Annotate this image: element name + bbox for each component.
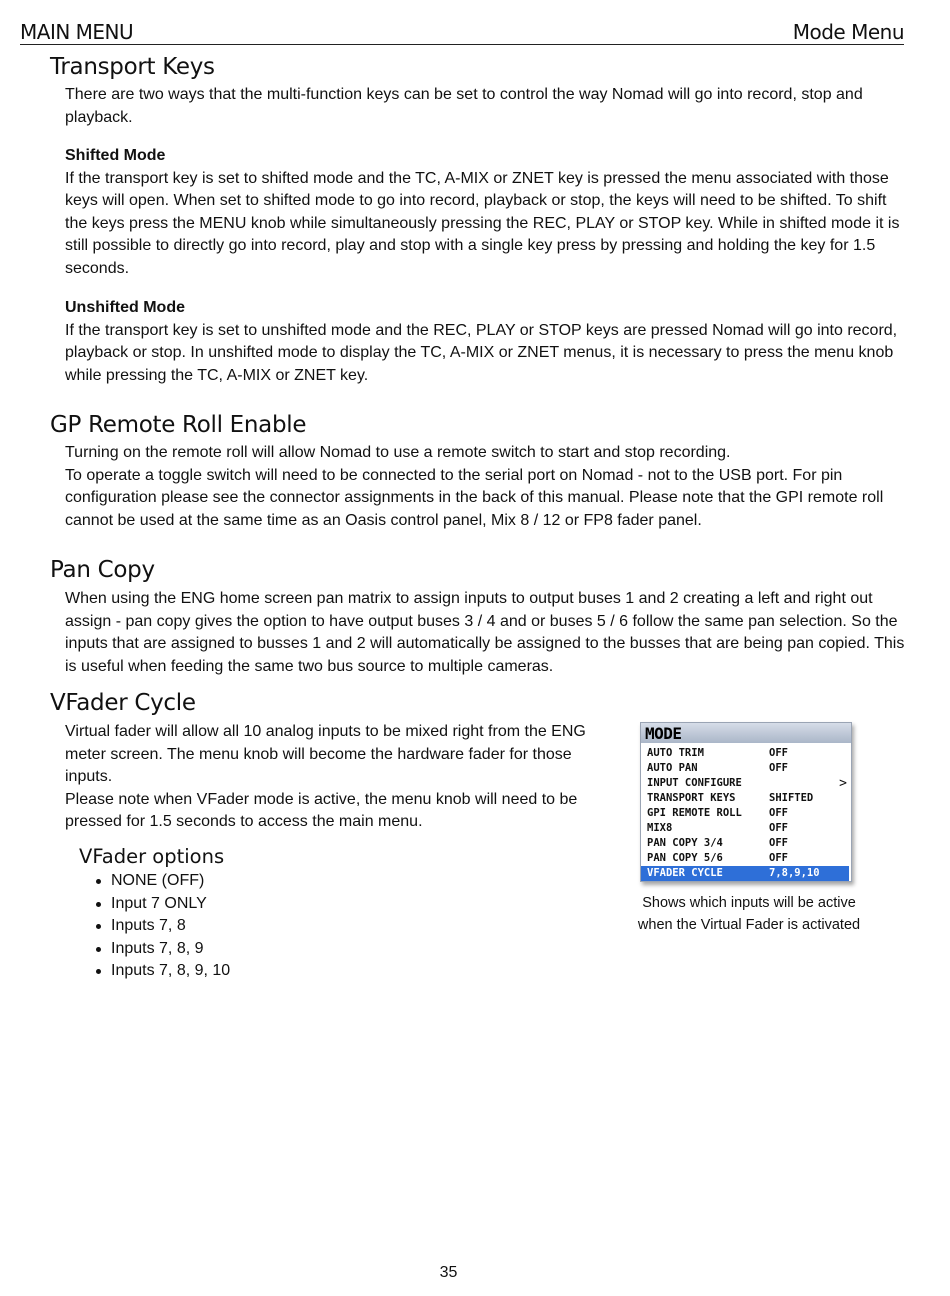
transport-keys-heading: Transport Keys [50,54,215,80]
mode-row-value: OFF [769,837,788,849]
shifted-mode-section [65,145,905,281]
mode-row-mix8 [641,821,849,836]
vfader-options-list [93,870,230,983]
mode-row-label: VFADER CYCLE [647,867,723,879]
pan-copy-text: When using the ENG home screen pan matrix to assign inputs to output buses 1 and 2 creating a left and right out assign - pan copy gives the option to have output buses 3 / 4 and or buses 5 / 6 follow the same pan selection. So the inputs that are assigned to busses 1 and 2 will automatically be assigned to the busses that are being pan copied. This is useful when feeding the same two bus source to multiple cameras. [65,590,905,675]
mode-row-value: OFF [769,807,788,819]
unshifted-mode-text: If the transport key is set to unshifted mode and the REC, PLAY or STOP keys are pressed Nomad will go into record, playback or stop. In unshifted mode to display the TC, A-MIX or ZNET menus, it is necessary to press the menu knob while pressing the TC, A-MIX or ZNET key. [65,321,898,384]
mode-row-value: 7,8,9,10 [769,867,820,879]
mode-row-label: PAN COPY 5/6 [647,852,723,864]
mode-row-label: MIX8 [647,822,673,834]
vfader-line1: Virtual fader will allow all 10 analog inputs to be mixed right from the ENG meter screen. The menu knob will become the hardware fader for those inputs. [65,723,586,786]
shifted-mode-text: If the transport key is set to shifted mode and the TC, A-MIX or ZNET key is pressed the menu associated with those keys will open. When set to shifted mode to go into record, playback or stop, the keys will need to be shifted. To shift the keys press the MENU knob while simultaneously pressing the REC, PLAY or STOP key. While in shifted mode it is still possible to directly go into record, play and stop with a single key press by pressing and holding the key for 1.5 seconds. [65,169,900,277]
mode-row-label: AUTO TRIM [647,747,704,759]
list-item: Input 7 ONLY [93,893,230,916]
mode-row-gpi-remote-roll [641,806,849,821]
mode-row-pan-copy-34 [641,836,849,851]
mode-row-value: OFF [769,747,788,759]
unshifted-mode-section [65,297,905,387]
unshifted-mode-heading: Unshifted Mode [65,299,185,316]
mode-row-label: GPI REMOTE ROLL [647,807,742,819]
mode-menu-screenshot [640,722,852,882]
mode-row-value: SHIFTED [769,792,814,804]
list-item: Inputs 7, 8, 9, 10 [93,960,230,983]
gp-remote-section [65,442,905,532]
mode-row-pan-copy-56 [641,851,849,866]
vfader-section [65,721,613,834]
header-page-title: Mode Menu [792,20,904,44]
mode-row-value: OFF [769,822,788,834]
mode-row-value: OFF [769,762,788,774]
mode-row-label: PAN COPY 3/4 [647,837,723,849]
mode-screen-title: MODE [641,723,851,743]
figure-caption [615,892,883,936]
caption-line1: Shows which inputs will be active [642,895,856,911]
vfader-options-heading: VFader options [79,845,225,868]
mode-row-value: OFF [769,852,788,864]
chevron-right-icon: > [839,776,847,791]
vfader-heading: VFader Cycle [50,690,196,716]
caption-line2: when the Virtual Fader is activated [637,917,861,933]
transport-keys-section [65,84,905,129]
pan-copy-section [65,588,910,678]
page-number: 35 [439,1264,458,1281]
mode-screen-rows [641,743,851,881]
transport-intro: There are two ways that the multi-function keys can be set to control the way Nomad will go into record, stop and playback. [65,86,863,126]
vfader-line2: Please note when VFader mode is active, the menu knob will need to be pressed for 1.5 seconds to access the main menu. [65,790,578,831]
mode-row-label: INPUT CONFIGURE [647,777,742,789]
header-section-title: MAIN MENU [20,20,134,44]
shifted-mode-heading: Shifted Mode [65,147,166,164]
list-item: NONE (OFF) [93,870,230,893]
gp-remote-line2: To operate a toggle switch will need to be connected to the serial port on Nomad - not to the USB port. For pin configuration please see the connector assignments in the back of this manual. Please note that the GPI remote roll cannot be used at the same time as an Oasis control panel, Mix 8 / 12 or FP8 fader panel. [65,466,884,529]
gp-remote-line1: Turning on the remote roll will allow Nomad to use a remote switch to start and stop recording. [65,444,731,461]
pan-copy-heading: Pan Copy [50,557,155,583]
mode-row-auto-pan [641,761,849,776]
mode-row-label: TRANSPORT KEYS [647,792,736,804]
mode-row-label: AUTO PAN [647,762,698,774]
list-item: Inputs 7, 8 [93,915,230,938]
mode-row-input-configure [641,776,849,791]
list-item: Inputs 7, 8, 9 [93,938,230,961]
gp-remote-heading: GP Remote Roll Enable [50,412,307,438]
page-header [20,20,904,45]
mode-row-transport-keys [641,791,849,806]
mode-row-auto-trim [641,746,849,761]
mode-row-vfader-cycle [641,866,849,881]
